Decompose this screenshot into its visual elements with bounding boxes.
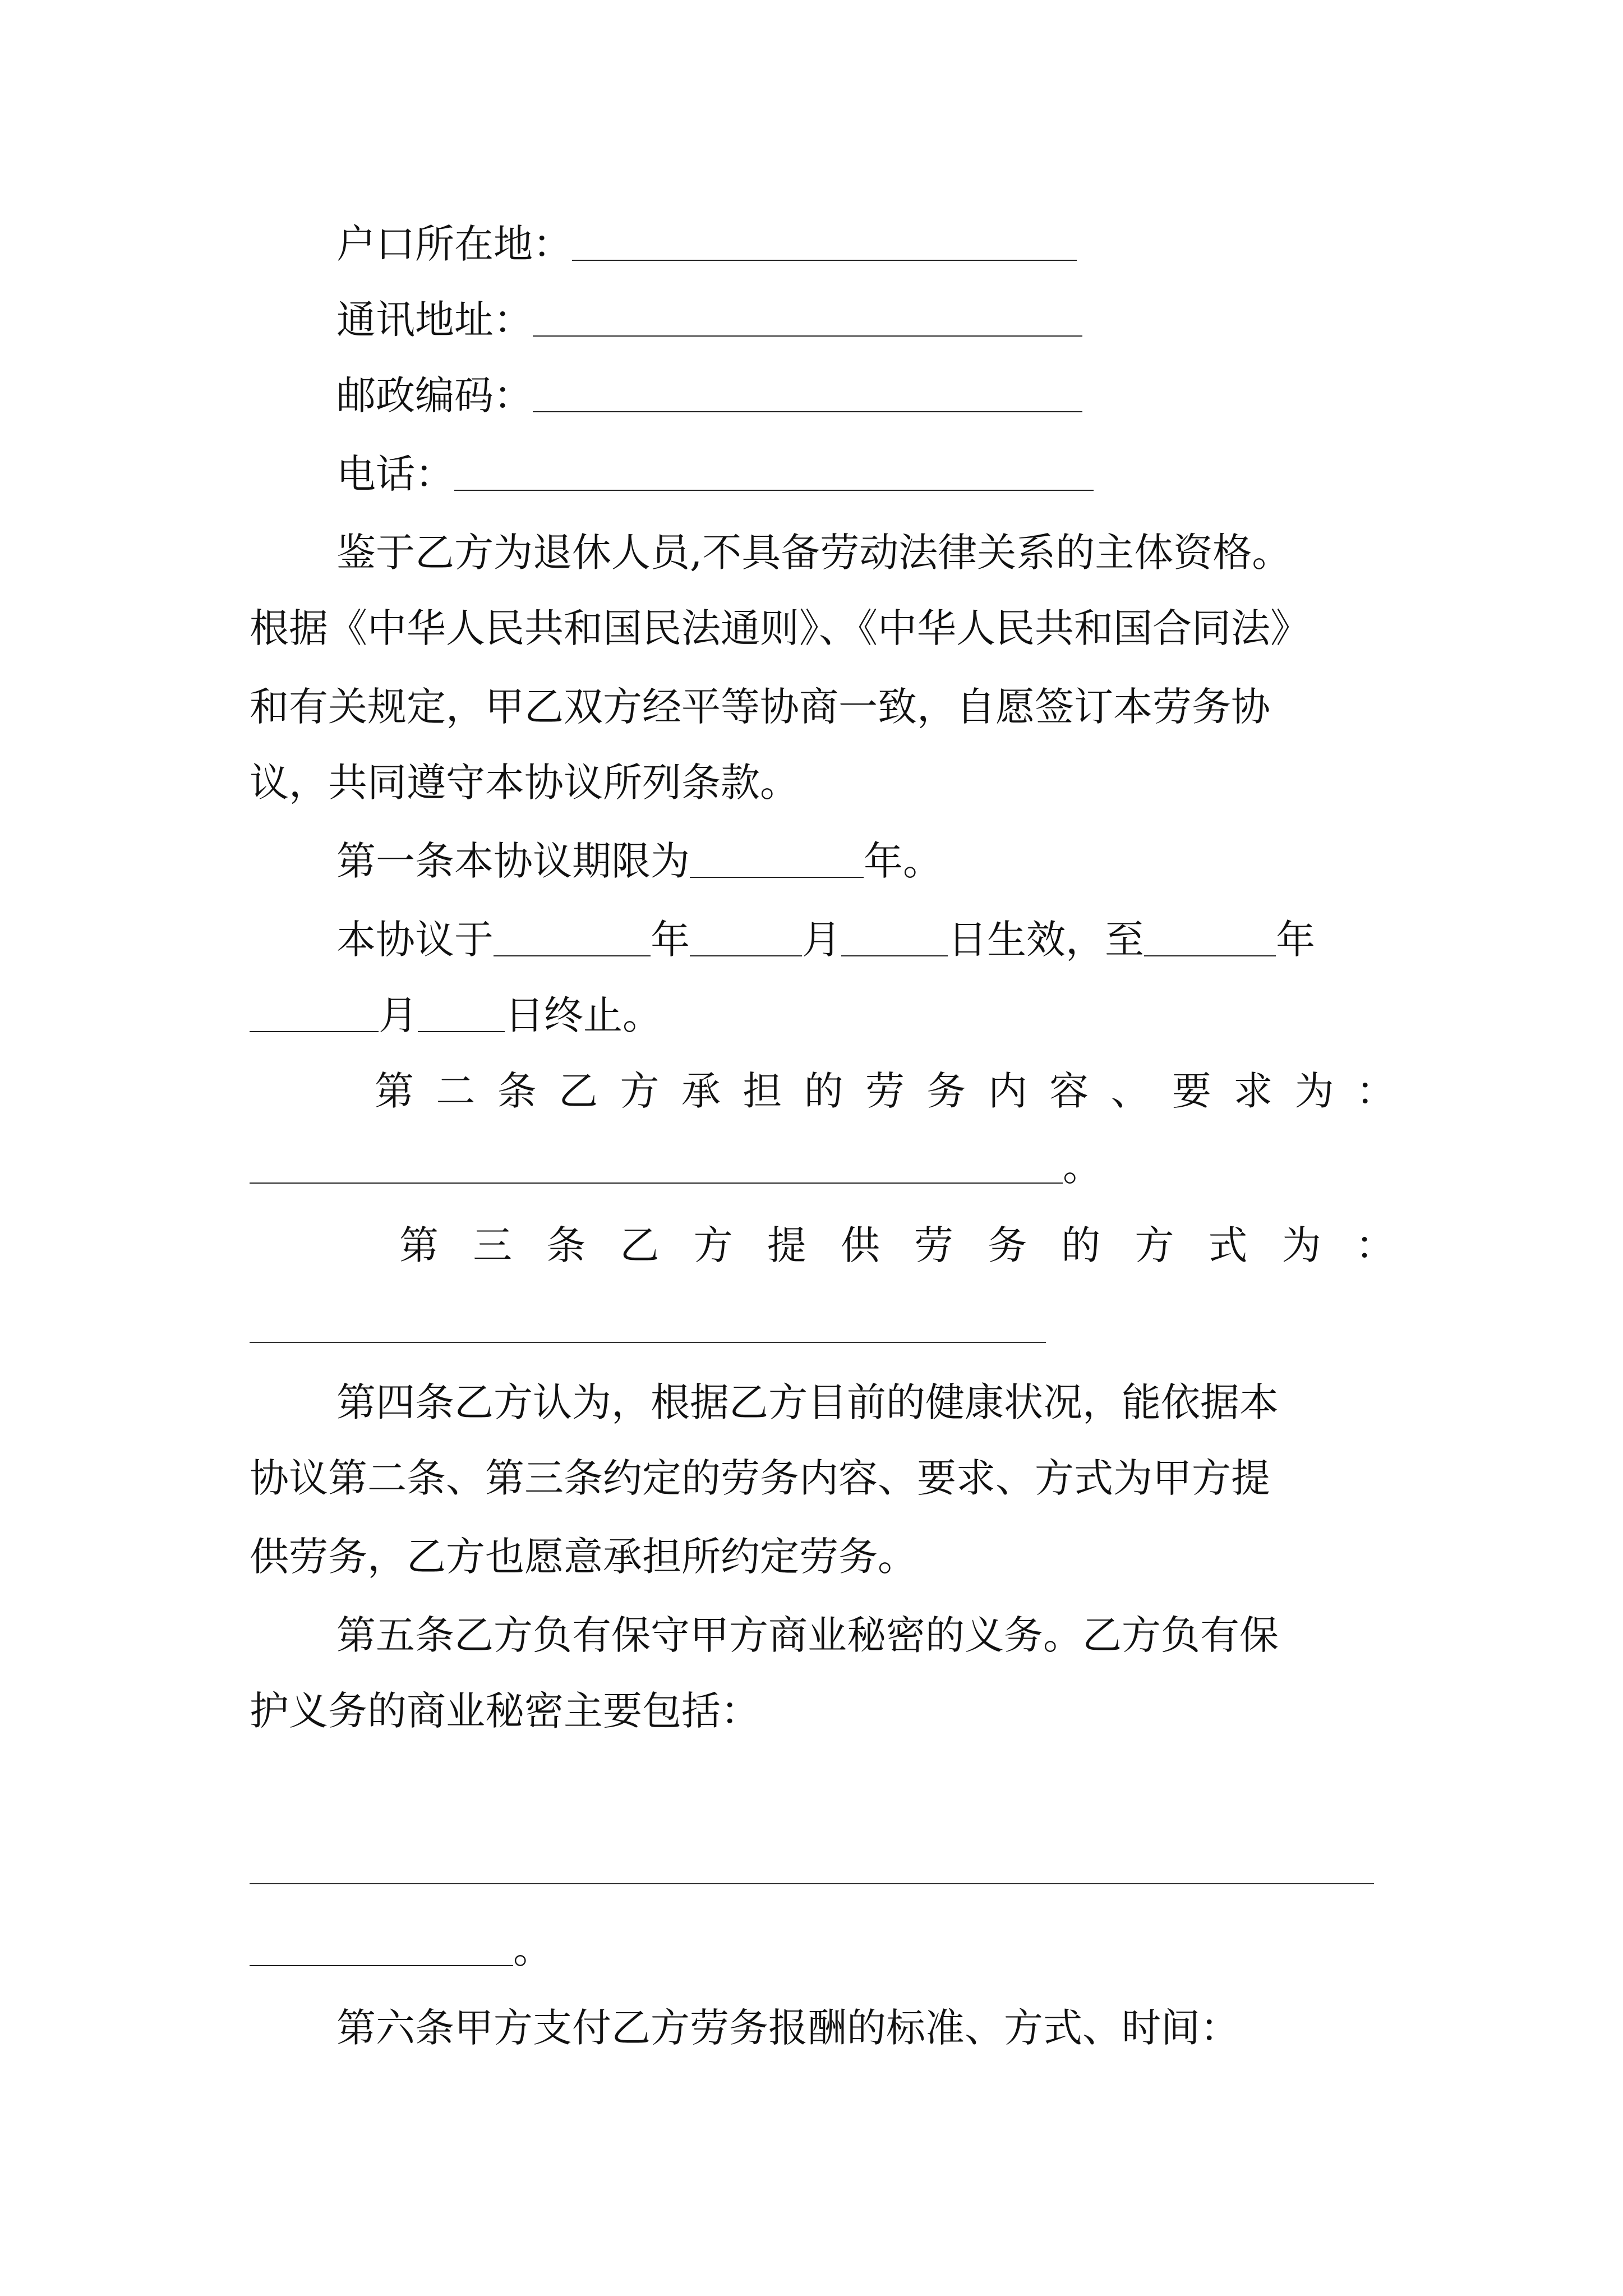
- article-3-char: 方: [1135, 1222, 1174, 1268]
- article-5-line-1: 第五条乙方负有保守甲方商业秘密的义务。乙方负有保: [336, 1612, 1279, 1658]
- month-label: 月: [802, 917, 841, 963]
- article-3-char: 劳: [914, 1222, 953, 1268]
- article-2-char: 劳: [865, 1068, 905, 1114]
- postcode-label: 邮政编码：: [336, 372, 533, 418]
- month2-label: 月: [379, 992, 418, 1038]
- article-3-char: 三: [473, 1222, 513, 1268]
- effective-label: 日生效，至: [948, 917, 1144, 963]
- article-4-line-1: 第四条乙方认为，根据乙方目前的健康状况，能依据本: [336, 1379, 1279, 1425]
- article-3-char: 提: [767, 1222, 806, 1268]
- start-year-blank[interactable]: [494, 926, 651, 956]
- article-2-char: 内: [988, 1068, 1027, 1114]
- article-4-line-3: 供劳务，乙方也愿意承担所约定劳务。: [250, 1534, 917, 1580]
- preamble-line-3: 和有关规定，甲乙双方经平等协商一致，自愿签订本劳务协: [250, 684, 1270, 730]
- article-2-end: 。: [1063, 1144, 1102, 1190]
- article-3-char: 第: [399, 1222, 439, 1268]
- end-label: 日终止。: [505, 992, 662, 1038]
- service-content-blank[interactable]: [250, 1153, 1063, 1184]
- start-month-blank[interactable]: [690, 926, 802, 956]
- article-2-char: 第: [375, 1068, 414, 1114]
- article-2-char: ：: [1356, 1068, 1395, 1114]
- preamble-line-4: 议，共同遵守本协议所列条款。: [250, 760, 799, 806]
- article-3-char: 式: [1208, 1222, 1248, 1268]
- article-3-heading: [399, 1222, 1395, 1268]
- article-1-line-1: [336, 838, 942, 884]
- article-1-line-3: [250, 992, 662, 1038]
- hukou-label: 户口所在地：: [336, 221, 572, 267]
- phone-label: 电话：: [336, 451, 454, 497]
- article-3-char: 条: [546, 1222, 586, 1268]
- article-2-char: 条: [497, 1068, 537, 1114]
- trade-secret-blank-line-2[interactable]: [250, 1936, 513, 1966]
- article-2-char: 二: [436, 1068, 476, 1114]
- article-2-char: 为: [1294, 1068, 1334, 1114]
- article-3-char: 方: [693, 1222, 733, 1268]
- article-2-char: 容: [1049, 1068, 1089, 1114]
- phone-field: [336, 451, 1094, 497]
- postcode-field: [336, 372, 1082, 418]
- address-field: [336, 297, 1082, 343]
- article-3-char: 务: [988, 1222, 1027, 1268]
- phone-blank[interactable]: [454, 461, 1094, 491]
- service-method-blank[interactable]: [250, 1342, 1046, 1343]
- article-3-char: ：: [1355, 1222, 1395, 1268]
- article-1-suffix: 年。: [864, 838, 942, 884]
- term-years-blank[interactable]: [690, 848, 864, 878]
- article-3-char: 供: [840, 1222, 880, 1268]
- article-5-end: 。: [513, 1926, 552, 1972]
- preamble-line-2: 根据《中华人民共和国民法通则》、《中华人民共和国合同法》: [250, 605, 1310, 651]
- article-3-char: 乙: [620, 1222, 660, 1268]
- postcode-blank[interactable]: [533, 382, 1082, 412]
- article-2-char: 求: [1233, 1068, 1273, 1114]
- article-2-line-2: [250, 1144, 1102, 1190]
- end-year-blank[interactable]: [1144, 926, 1276, 956]
- end-month-blank[interactable]: [250, 1002, 379, 1032]
- article-2-char: 方: [620, 1068, 660, 1114]
- article-2-char: 要: [1172, 1068, 1211, 1114]
- article-6-line-1: 第六条甲方支付乙方劳务报酬的标准、方式、时间：: [336, 2005, 1239, 2051]
- address-blank[interactable]: [533, 306, 1082, 337]
- start-day-blank[interactable]: [841, 926, 948, 956]
- hukou-blank[interactable]: [572, 231, 1077, 261]
- article-2-heading: [375, 1068, 1395, 1114]
- article-2-char: 务: [926, 1068, 966, 1114]
- end-day-blank[interactable]: [418, 1002, 505, 1032]
- trade-secret-blank-line-1[interactable]: [250, 1883, 1374, 1884]
- article-4-line-2: 协议第二条、第三条约定的劳务内容、要求、方式为甲方提: [250, 1455, 1270, 1501]
- article-1-prefix: 第一条本协议期限为: [336, 838, 690, 884]
- article-2-char: 担: [743, 1068, 782, 1114]
- article-2-char: 乙: [559, 1068, 598, 1114]
- hukou-field: [336, 221, 1077, 267]
- article-1-line-2: [336, 917, 1315, 963]
- year2-label: 年: [1276, 917, 1315, 963]
- article-2-char: 的: [804, 1068, 843, 1114]
- preamble-line-1: 鉴于乙方为退休人员,不具备劳动法律关系的主体资格。: [336, 530, 1292, 576]
- article-5-line-2: 护义务的商业秘密主要包括：: [250, 1688, 760, 1734]
- article-2-char: 、: [1110, 1068, 1150, 1114]
- article-3-char: 的: [1061, 1222, 1101, 1268]
- effective-prefix: 本协议于: [336, 917, 494, 963]
- article-5-line-4: [250, 1926, 552, 1972]
- article-3-char: 为: [1281, 1222, 1321, 1268]
- address-label: 通讯地址：: [336, 297, 533, 343]
- article-2-char: 承: [681, 1068, 721, 1114]
- year-label: 年: [651, 917, 690, 963]
